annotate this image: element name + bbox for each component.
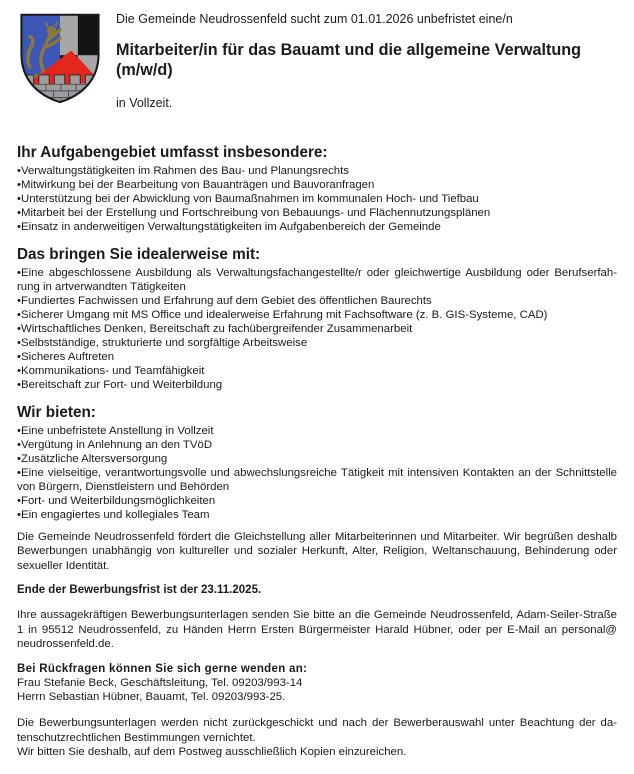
bullet-item: • Sicherer Umgang mit MS Office und idealerweise Erfahrung mit Fachsoftware (z. B. GIS-Systeme, CAD) bbox=[17, 308, 617, 322]
municipal-coat-of-arms bbox=[17, 11, 103, 105]
job-intro: Die Gemeinde Neudrossenfeld sucht zum 01.01.2026 unbefristet eine/n bbox=[116, 12, 513, 26]
header-text-block bbox=[116, 9, 617, 111]
bullet-item: • Fort- und Weiterbildungsmöglichkeiten bbox=[17, 494, 617, 508]
section-benefits bbox=[17, 404, 617, 522]
bullet-item: • Ein engagiertes und kollegiales Team bbox=[17, 508, 617, 522]
section-heading: Das bringen Sie idealerweise mit: bbox=[17, 246, 261, 263]
bullet-item: • Mitarbeit bei der Erstellung und Fortschreibung von Bebauungs- und Flächennutzungsplänen bbox=[17, 206, 617, 220]
crest-quarter-black-top bbox=[78, 11, 100, 55]
section-qualifications bbox=[17, 246, 617, 392]
contact-heading: Bei Rückfragen können Sie sich gerne wenden an: bbox=[17, 663, 308, 676]
bullet-item: • Zusätzliche Altersversorgung bbox=[17, 452, 617, 466]
section-heading: Wir bieten: bbox=[17, 404, 96, 421]
contact-person: Herrn Sebastian Hübner, Bauamt, Tel. 09203/993-25. bbox=[17, 691, 286, 704]
bullet-item: • Einsatz in anderweitigen Verwaltungstätigkeiten im Aufgabenbereich der Gemeinde bbox=[17, 220, 617, 234]
bullet-item: • Kommunikations- und Teamfähigkeit bbox=[17, 364, 617, 378]
bullet-item: • Eine abgeschlossene Ausbildung als Verwaltungsfachangestellte/r oder gleichwertige Ausbildung oder Berufserfahrung in artverwandten Tätigkeiten bbox=[17, 266, 617, 294]
bullet-item: • Bereitschaft zur Fort- und Weiterbildung bbox=[17, 378, 617, 392]
equality-statement: Die Gemeinde Neudrossenfeld fördert die Gleichstellung aller Mitarbeiterinnen und Mitarbeiter. Wir begrüßen deshalb Bewerbungen unabhängig von kultureller und sozialer Herkunft, Alter, Religion, Weltanschauung, Behinderung oder sexueller Identität. bbox=[17, 531, 617, 572]
task-list bbox=[17, 164, 617, 234]
bullet-item: • Verwaltungstätigkeiten im Rahmen des Bau- und Planungsrechts bbox=[17, 164, 617, 178]
crest-wall bbox=[18, 75, 103, 105]
bullet-item: • Selbstständige, strukturierte und sorgfältige Arbeitsweise bbox=[17, 336, 617, 350]
section-tasks bbox=[17, 144, 617, 234]
contact-person: Frau Stefanie Beck, Geschäftsleitung, Tel. 09203/993-14 bbox=[17, 677, 303, 690]
bullet-item: • Wirtschaftliches Denken, Bereitschaft zu fachübergreifender Zusammenarbeit bbox=[17, 322, 617, 336]
employment-note: in Vollzeit. bbox=[116, 96, 173, 110]
document-header bbox=[17, 9, 617, 111]
benefit-list bbox=[17, 424, 617, 522]
bullet-item: • Unterstützung bei der Abwicklung von Baumaßnahmen im kommunalen Hoch- und Tiefbau bbox=[17, 192, 617, 206]
bullet-item: • Eine unbefristete Anstellung in Vollzeit bbox=[17, 424, 617, 438]
crest-lion-head bbox=[47, 26, 56, 35]
job-title: Mitarbeiter/in für das Bauamt und die allgemeine Verwaltung (m/w/d) bbox=[116, 41, 582, 79]
coat-of-arms-graphic bbox=[17, 11, 103, 105]
bullet-item: • Mitwirkung bei der Bearbeitung von Bauanträgen und Bauvoranfragen bbox=[17, 178, 617, 192]
application-instructions: Ihre aussagekräftigen Bewerbungsunterlagen senden Sie bitte an die Gemeinde Neudrossenfeld, Adam-Seiler-Straße 1 in 95512 Neudrossenfeld, zu Händen Herrn Ersten Bürgermeister Harald Hübner, oder per E-Mail an personal@​neudrossenfeld.de. bbox=[17, 609, 617, 650]
application-deadline: Ende der Bewerbungsfrist ist der 23.11.2025. bbox=[17, 583, 262, 596]
bullet-item: • Fundiertes Fachwissen und Erfahrung auf dem Gebiet des öffentlichen Baurechts bbox=[17, 294, 617, 308]
privacy-line: Wir bitten Sie deshalb, auf dem Postweg ausschließlich Kopien einzureichen. bbox=[17, 745, 407, 758]
section-heading: Ihr Aufgabengebiet umfasst insbesondere: bbox=[17, 144, 328, 161]
bullet-item: • Sicheres Auftreten bbox=[17, 350, 617, 364]
bullet-item: • Eine vielseitige, verantwortungsvolle und abwechslungsreiche Tätigkeit mit intensiven Kontakten an der Schnittstelle von Bürgern, Dienstleistern und Behörden bbox=[17, 466, 617, 494]
contact-block bbox=[17, 662, 617, 704]
privacy-line: Die Bewerbungsunterlagen werden nicht zurückgeschickt und nach der Bewerberauswahl unter Beachtung der datenschutzrechtlichen Bestimmungen vernichtet. bbox=[17, 717, 617, 744]
bullet-item: • Vergütung in Anlehnung an den TVöD bbox=[17, 438, 617, 452]
privacy-note bbox=[17, 716, 617, 759]
qualification-list bbox=[17, 266, 617, 392]
